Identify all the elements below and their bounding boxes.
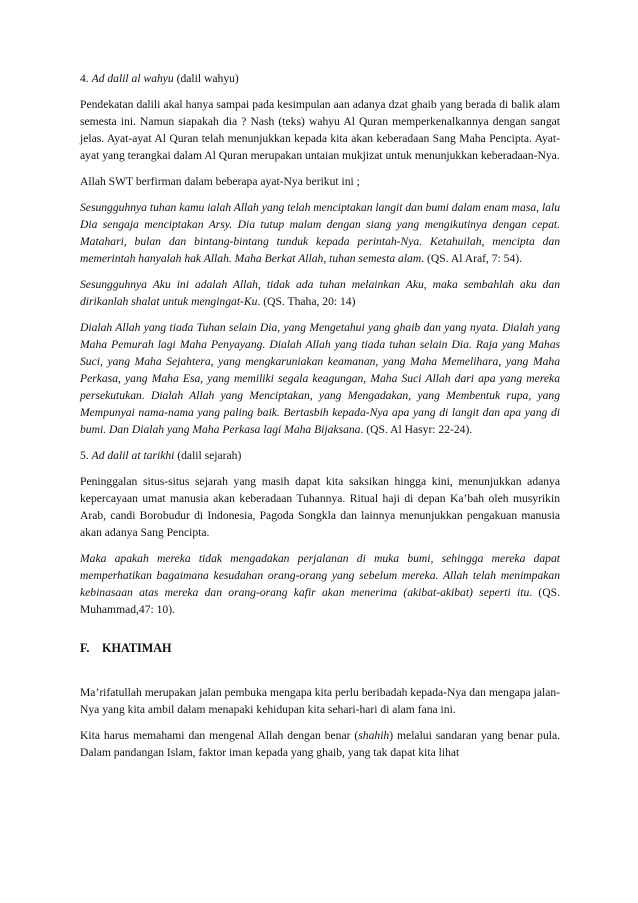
subsection-4-title-italic: Ad dalil al wahyu	[91, 72, 174, 85]
section-f-paragraph-2-italic: shahih	[358, 729, 390, 742]
quote-al-araf-text: Sesungguhnya tuhan kamu ialah Allah yang telah menciptakan langit dan bumi dalam enam masa, lalu Dia sengaja menciptakan Arsy. Dia tutup malam dengan siang yang mengikutinya dengan cepat. Matahari, bulan dan bintang-bintang tunduk kepada perintah-Nya. Ketahuilah, mencipta dan memerintah hanyalah hak Allah. Maha Berkat Allah, tuhan semesta alam	[80, 201, 560, 265]
section-f-paragraph-1: Ma’rifatullah merupakan jalan pembuka mengapa kita perlu beribadah kepada-Nya dan mengapa jalan-Nya yang kita ambil dalam menapaki kehidupan kita sehari-hari di alam fana ini.	[80, 686, 560, 716]
quote-al-araf	[80, 199, 560, 267]
section-f-paragraph-2-end: ) melalui sandaran yang benar pula. Dalam pandangan Islam, faktor iman kepada yang ghaib, yang tak dapat kita lihat	[80, 729, 561, 759]
quote-thaha-text: Sesungguhnya Aku ini adalah Allah, tidak ada tuhan melainkan Aku, maka sembahlah aku dan dirikanlah shalat untuk mengingat-Ku	[80, 278, 560, 308]
subsection-5-number: 5.	[80, 449, 89, 462]
subsection-4-paragraph-2: Allah SWT berfirman dalam beberapa ayat-Nya berikut ini ;	[80, 175, 360, 188]
section-f-title: KHATIMAH	[102, 641, 172, 655]
section-f-paragraph-2-start: Kita harus memahami dan mengenal Allah dengan benar (	[80, 729, 359, 742]
subsection-4-number: 4.	[80, 72, 89, 85]
quote-thaha	[80, 276, 560, 310]
section-f-paragraph-2	[80, 727, 560, 761]
subsection-5-title-italic: Ad dalil at tarikhi	[91, 449, 175, 462]
subsection-4-title-rest: (dalil wahyu)	[173, 72, 239, 85]
section-f-heading	[80, 640, 560, 657]
section-f-letter: F.	[80, 641, 90, 655]
document-page	[80, 70, 560, 761]
subsection-4-heading	[80, 70, 560, 87]
quote-muhammad-text: Maka apakah mereka tidak mengadakan perjalanan di muka bumi, sehingga mereka dapat memperhatikan bagaimana kesudahan orang-orang yang sebelum mereka. Allah telah menimpakan kebinasaan atas mereka dan orang-orang kafir akan menerima (akibat-akibat) seperti itu	[80, 552, 560, 599]
quote-muhammad	[80, 550, 560, 618]
quote-al-hasyr-ref: . (QS. Al Hasyr: 22-24).	[360, 423, 473, 436]
quote-al-araf-ref: . (QS. Al Araf, 7: 54).	[421, 252, 523, 265]
quote-thaha-ref: . (QS. Thaha, 20: 14)	[257, 295, 356, 308]
subsection-5-title-rest: (dalil sejarah)	[174, 449, 242, 462]
subsection-4-paragraph-1: Pendekatan dalili akal hanya sampai pada kesimpulan aan adanya dzat ghaib yang berada di balik alam semesta ini. Namun siapakah dia ? Nash (teks) wahyu Al Quran memperkenalkannya dengan sangat jelas. Ayat-ayat Al Quran telah menunjukkan kepada kita akan keberadaan Sang Maha Pencipta. Ayat-ayat yang terangkai dalam Al Quran merupakan untaian mukjizat untuk menunjukkan keberadaan-Nya.	[80, 98, 560, 162]
quote-al-hasyr-text: Dialah Allah yang tiada Tuhan selain Dia, yang Mengetahui yang ghaib dan yang nyata. Dialah yang Maha Pemurah lagi Maha Penyayang. Dialah Allah yang tiada tuhan selain Dia. Raja yang Mahas Suci, yang Maha Sejahtera, yang mengkaruniakan keamanan, yang Maha Memelihara, yang Maha Perkasa, yang Maha Esa, yang memiliki segala keagungan, Maha Suci Allah dari apa yang mereka persekutukan. Dialah Allah yang Menciptakan, yang Mengadakan, yang Membentuk rupa, yang Mempunyai nama-nama yang paling baik. Bertasbih kepada-Nya apa yang di langit dan apa yang di bumi. Dan Dialah yang Maha Perkasa lagi Maha Bijaksana	[80, 321, 560, 436]
quote-al-hasyr	[80, 319, 560, 438]
subsection-5-paragraph-1: Peninggalan situs-situs sejarah yang masih dapat kita saksikan hingga kini, menunjukkan adanya kepercayaan umat manusia akan keberadaan Tuhannya. Ritual haji di depan Ka’bah oleh musyrikin Arab, candi Borobudur di Indonesia, Pagoda Songkla dan lainnya menunjukkan pengakuan manusia akan adanya Sang Pencipta.	[80, 475, 560, 539]
quote-muhammad-ref: . (QS. Muhammad,47: 10).	[80, 586, 560, 616]
subsection-5-heading	[80, 447, 560, 464]
